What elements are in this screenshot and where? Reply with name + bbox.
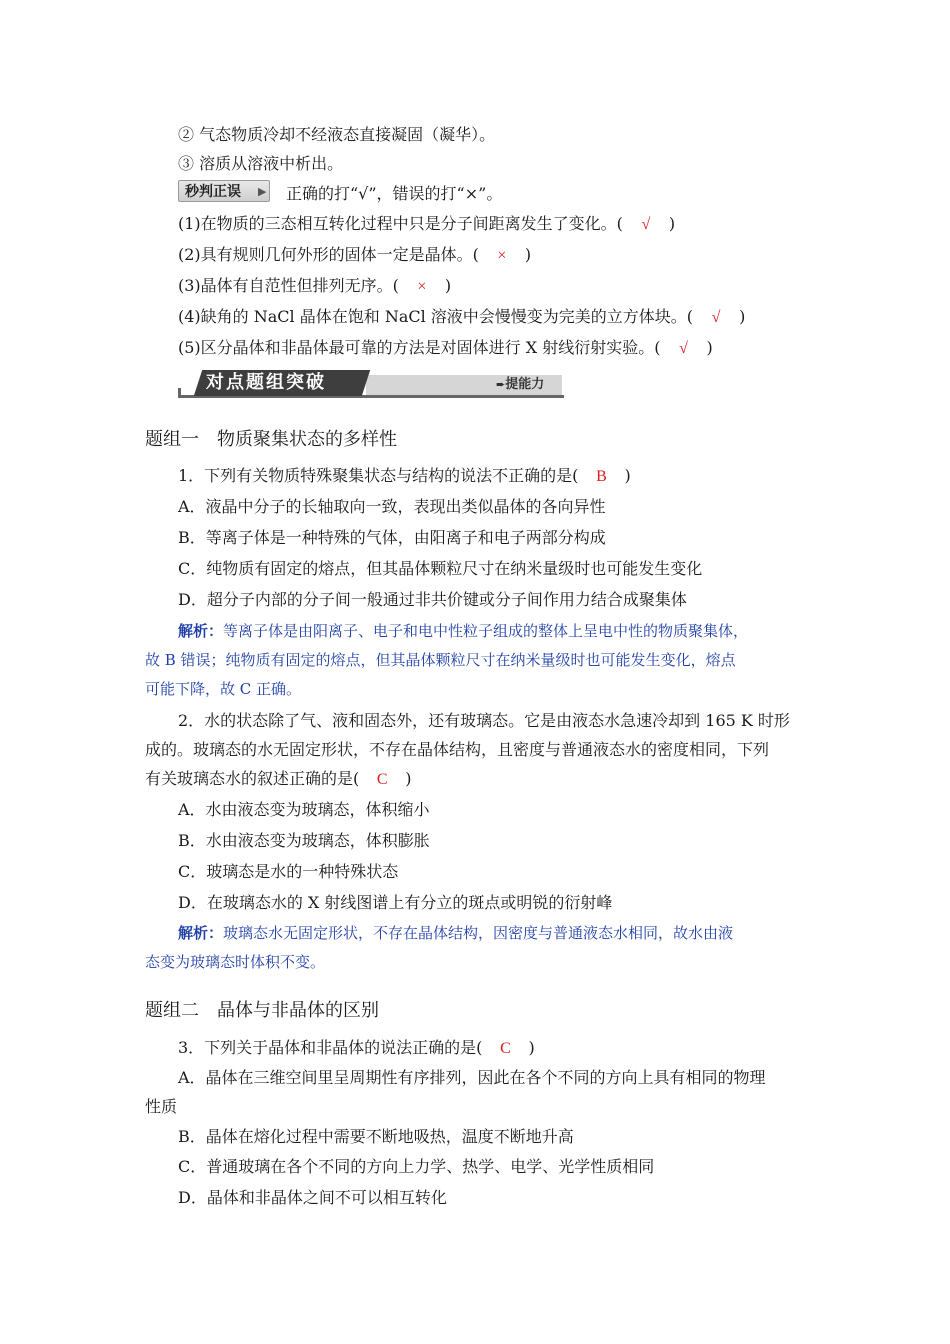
question-3-answer: C xyxy=(500,1040,511,1057)
question-1-option-d: D．超分子内部的分子间一般通过非共价键或分子间作用力结合成聚集体 xyxy=(178,590,687,609)
group-2-title: 题组二 晶体与非晶体的区别 xyxy=(145,1000,379,1021)
judge-item-5: (5)区分晶体和非晶体最可靠的方法是对固体进行 X 射线衍射实验。( √ ) xyxy=(178,336,713,361)
intro-item-2: ② 气态物质冷却不经液态直接凝固（凝华）。 xyxy=(178,125,496,144)
question-1-option-a: A．液晶中分子的长轴取向一致，表现出类似晶体的各向异性 xyxy=(178,497,606,516)
judge-answer-1: √ xyxy=(641,216,651,233)
judge-answer-2: × xyxy=(497,247,507,264)
judge-item-4: (4)缺角的 NaCl 晶体在饱和 NaCl 溶液中会慢慢变为完美的立方体块。( √ ) xyxy=(178,305,745,330)
arrow-right-icon: ➨ xyxy=(496,378,506,391)
question-3-option-d: D．晶体和非晶体之间不可以相互转化 xyxy=(178,1188,447,1207)
question-1-analysis-line-3: 可能下降，故 C 正确。 xyxy=(145,680,302,698)
quick-check-badge: 秒判正误 xyxy=(178,180,270,202)
judge-answer-5: √ xyxy=(679,340,688,357)
group-1-title: 题组一 物质聚集状态的多样性 xyxy=(145,429,397,450)
judge-item-1: (1)在物质的三态相互转化过程中只是分子间距离发生了变化。( √ ) xyxy=(178,212,675,237)
question-2-analysis-line-1: 解析：玻璃态水无固定形状，不存在晶体结构，因密度与普通液态水相同，故水由液 xyxy=(178,924,734,942)
question-1-option-c: C．纯物质有固定的熔点，但其晶体颗粒尺寸在纳米量级时也可能发生变化 xyxy=(178,559,703,578)
quick-check-instruction: 正确的打“√”，错误的打“×”。 xyxy=(286,184,503,203)
question-3-option-a-line-2: 性质 xyxy=(145,1097,178,1116)
judge-item-2: (2)具有规则几何外形的固体一定是晶体。( × ) xyxy=(178,243,531,268)
judge-answer-3: × xyxy=(417,278,427,295)
question-2-answer: C xyxy=(376,771,388,788)
question-3-option-a-line-1: A．晶体在三维空间里呈周期性有序排列，因此在各个不同的方向上具有相同的物理 xyxy=(178,1068,766,1087)
judge-answer-4: √ xyxy=(711,309,721,326)
question-2-analysis-line-2: 态变为玻璃态时体积不变。 xyxy=(145,953,326,971)
question-1-analysis-line-1: 解析：等离子体是由阳离子、电子和电中性粒子组成的整体上呈电中性的物质聚集体， xyxy=(178,622,749,640)
question-1-answer: B xyxy=(596,468,607,485)
banner-title: 对点题组突破 xyxy=(206,372,326,393)
section-banner xyxy=(178,368,564,400)
badge-arrow-icon: ▶ xyxy=(258,185,267,198)
question-1-analysis-line-2: 故 B 错误；纯物质有固定的熔点，但其晶体颗粒尺寸在纳米量级时也可能发生变化，熔点 xyxy=(145,651,736,669)
question-2-option-c: C．玻璃态是水的一种特殊状态 xyxy=(178,862,399,881)
question-2-stem-line-3: 有关玻璃态水的叙述正确的是( C ) xyxy=(145,767,412,792)
question-2-option-b: B．水由液态变为玻璃态，体积膨胀 xyxy=(178,831,430,850)
question-3-stem: 3．下列关于晶体和非晶体的说法正确的是( C ) xyxy=(178,1036,535,1061)
question-1-option-b: B．等离子体是一种特殊的气体，由阳离子和电子两部分构成 xyxy=(178,528,606,547)
judge-item-3: (3)晶体有自范性但排列无序。( × ) xyxy=(178,274,451,299)
question-3-option-c: C．普通玻璃在各个不同的方向上力学、热学、电学、光学性质相同 xyxy=(178,1157,655,1176)
question-2-stem-line-1: 2．水的状态除了气、液和固态外，还有玻璃态。它是由液态水急速冷却到 165 K 时形 xyxy=(178,711,790,730)
intro-item-3: ③ 溶质从溶液中析出。 xyxy=(178,154,344,173)
question-2-option-d: D．在玻璃态水的 X 射线图谱上有分立的斑点或明锐的衍射峰 xyxy=(178,893,613,912)
question-3-option-b: B．晶体在熔化过程中需要不断地吸热，温度不断地升高 xyxy=(178,1127,574,1146)
banner-tick xyxy=(178,388,181,398)
banner-subtitle: ➨提能力 xyxy=(496,377,545,392)
question-1-stem: 1．下列有关物质特殊聚集状态与结构的说法不正确的是( B ) xyxy=(178,464,631,489)
question-2-stem-line-2: 成的。玻璃态的水无固定形状，不存在晶体结构，且密度与普通液态水的密度相同，下列 xyxy=(145,740,770,759)
question-2-option-a: A．水由液态变为玻璃态，体积缩小 xyxy=(178,800,430,819)
